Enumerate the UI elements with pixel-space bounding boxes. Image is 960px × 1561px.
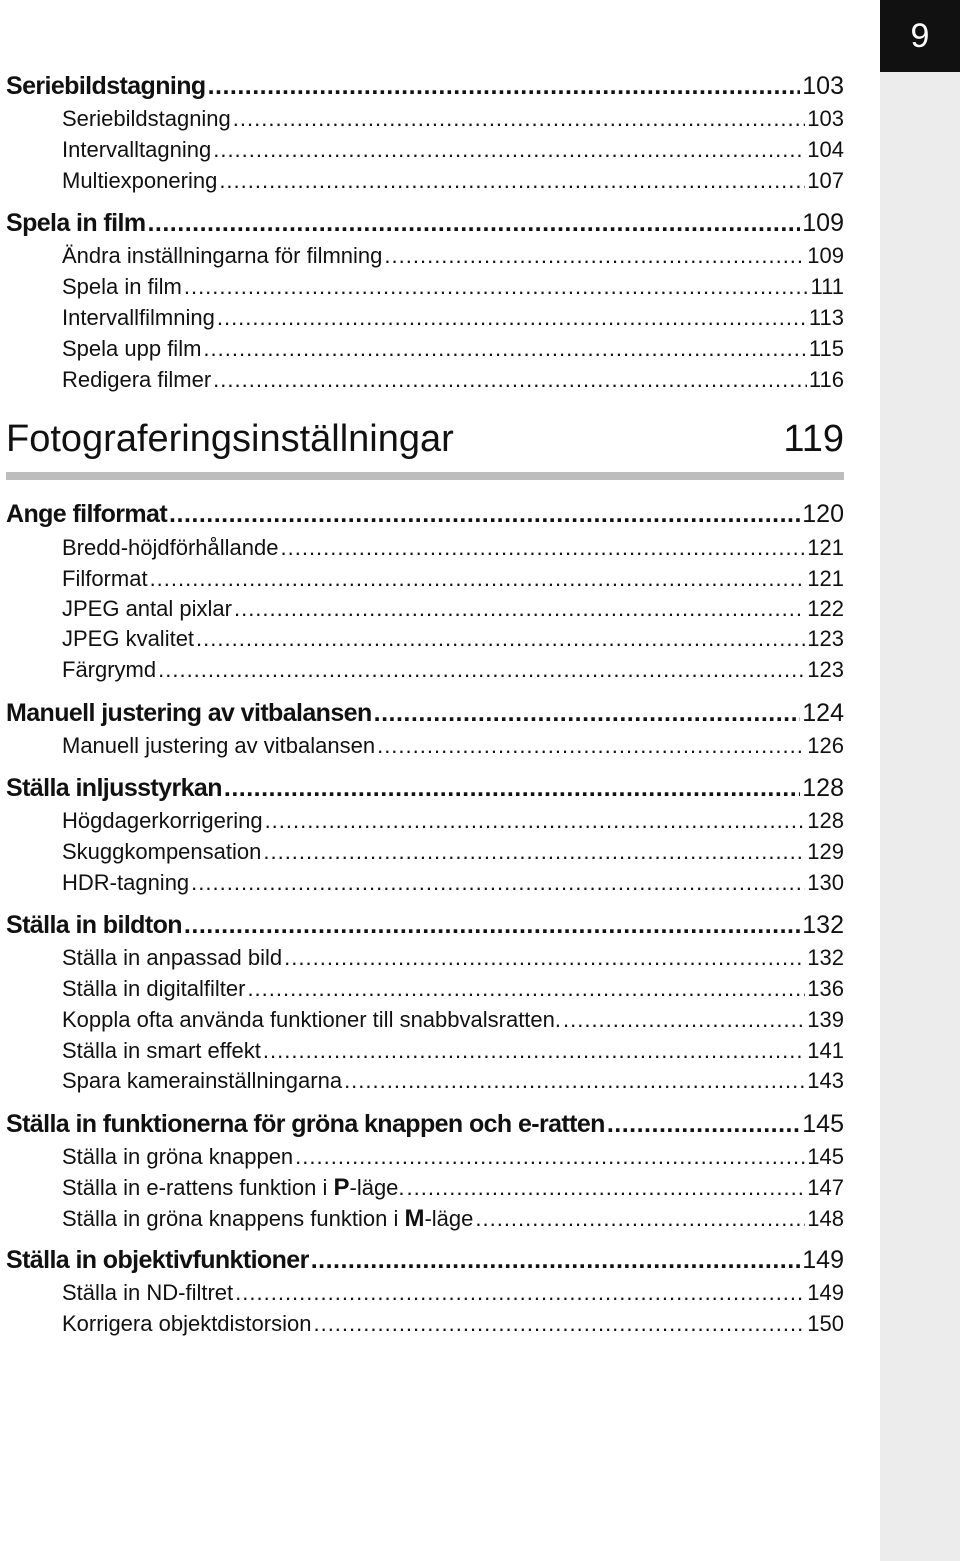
dot-leader	[233, 106, 806, 132]
toc-entry-title: Multiexponering	[62, 168, 218, 193]
toc-entry[interactable]	[6, 1110, 844, 1139]
toc-entry-page: 128	[802, 774, 844, 802]
toc-entry-page: 113	[808, 305, 844, 330]
toc-entry[interactable]	[62, 274, 844, 300]
toc-entry-title: Intervalltagning	[62, 137, 212, 162]
toc-entry-page: 143	[807, 1068, 844, 1093]
toc-entry-title: Manuell justering av vitbalansen	[62, 733, 376, 758]
toc-entry-page: 145	[807, 1144, 844, 1169]
m-mode-icon: M	[404, 1205, 425, 1232]
toc-entry[interactable]	[62, 1007, 844, 1033]
toc-entry[interactable]	[6, 1246, 844, 1275]
toc-entry[interactable]	[62, 1068, 844, 1094]
toc-entry[interactable]	[62, 945, 844, 971]
toc-entry[interactable]	[62, 976, 844, 1002]
toc-entry-title: Manuell justering av vitbalansen	[6, 699, 372, 727]
toc-entry-page: 132	[807, 945, 844, 970]
toc-entry[interactable]	[6, 699, 844, 728]
toc-entry[interactable]	[62, 1280, 844, 1306]
toc-entry[interactable]	[6, 209, 844, 238]
toc-entry[interactable]	[62, 626, 844, 652]
toc-entry-page: 124	[802, 699, 844, 727]
toc-entry-page: 145	[802, 1110, 844, 1138]
toc-entry[interactable]	[62, 870, 844, 896]
toc-entry-title	[62, 1174, 405, 1202]
dot-leader	[150, 566, 806, 592]
toc-entry-text: Ställa in gröna knappens funktion i	[62, 1206, 405, 1231]
dot-leader	[224, 774, 800, 803]
toc-entry-title: Korrigera objektdistorsion	[62, 1311, 312, 1336]
toc-entry-page: 111	[810, 274, 844, 299]
toc-entry[interactable]	[62, 808, 844, 834]
toc-entry-title: Spela upp film	[62, 336, 202, 361]
dot-leader	[235, 1280, 805, 1306]
dot-leader	[191, 870, 805, 896]
toc-entry[interactable]	[62, 367, 844, 393]
toc-entry[interactable]	[62, 168, 844, 194]
toc-entry-title: Spara kamerainställningarna	[62, 1068, 343, 1093]
toc-entry-page: 141	[807, 1038, 844, 1063]
toc-entry-title: JPEG antal pixlar	[62, 596, 232, 621]
side-strip	[880, 0, 960, 1561]
toc-entry-title: Filformat	[62, 566, 148, 591]
toc-entry-title: Koppla ofta använda funktioner till snabbvalsratten.	[62, 1007, 561, 1032]
toc-entry-page: 107	[807, 168, 844, 193]
toc-entry[interactable]	[6, 500, 844, 529]
toc-entry[interactable]	[62, 106, 844, 132]
toc-entry[interactable]	[62, 1311, 844, 1337]
toc-entry-title: Intervallfilmning	[62, 305, 215, 330]
toc-entry-title: JPEG kvalitet	[62, 626, 195, 651]
dot-leader	[475, 1206, 805, 1232]
toc-entry[interactable]	[62, 657, 844, 683]
toc-entry-title: Ställa in ND-filtret	[62, 1280, 234, 1305]
toc-entry-page: 130	[807, 870, 844, 895]
dot-leader	[311, 1246, 801, 1275]
toc-entry-page: 149	[807, 1280, 844, 1305]
dot-leader	[219, 168, 805, 194]
dot-leader	[196, 626, 805, 652]
toc-entry-title: Färgrymd	[62, 657, 157, 682]
dot-leader	[158, 657, 805, 683]
toc-entry-title: Ställa in bildton	[6, 911, 182, 939]
toc-entry-page: 109	[807, 243, 844, 268]
dot-leader	[263, 1038, 805, 1064]
p-mode-icon: P	[333, 1174, 350, 1201]
toc-entry[interactable]	[62, 243, 844, 269]
dot-leader	[563, 1007, 805, 1033]
chapter-divider	[6, 472, 844, 480]
toc-entry-title: Skuggkompensation	[62, 839, 262, 864]
toc-entry-title: Spela in film	[62, 274, 182, 299]
toc-entry-page: 120	[802, 500, 844, 528]
dot-leader	[374, 699, 801, 728]
toc-entry-title: Ställa inljusstyrkan	[6, 774, 222, 802]
toc-entry-title: Ställa in objektivfunktioner	[6, 1246, 309, 1274]
toc-entry[interactable]	[62, 566, 844, 592]
toc-entry-page: 147	[807, 1175, 844, 1200]
dot-leader	[313, 1311, 805, 1337]
chapter-title: Fotograferingsinställningar	[6, 418, 454, 460]
toc-entry-title	[62, 1205, 473, 1233]
dot-leader	[169, 500, 800, 529]
toc-entry-page: 148	[807, 1206, 844, 1231]
toc-entry-page: 136	[807, 976, 844, 1001]
toc-entry-title: Ställa in gröna knappen	[62, 1144, 294, 1169]
toc-entry[interactable]	[6, 774, 844, 803]
toc-entry-suffix: -läge.	[349, 1175, 405, 1200]
dot-leader	[607, 1110, 800, 1139]
toc-entry-page: 121	[807, 535, 844, 560]
toc-entry[interactable]	[62, 305, 844, 331]
toc-entry[interactable]	[6, 911, 844, 940]
toc-entry[interactable]	[62, 535, 844, 561]
toc-entry-title: Ställa in digitalfilter	[62, 976, 246, 1001]
dot-leader	[281, 535, 806, 561]
dot-leader	[344, 1068, 805, 1094]
toc-entry-title: Ställa in smart effekt	[62, 1038, 261, 1063]
dot-leader	[213, 137, 805, 163]
dot-leader	[208, 72, 801, 101]
dot-leader	[213, 367, 807, 393]
toc-entry-page: 149	[802, 1246, 844, 1274]
toc-entry-title: HDR-tagning	[62, 870, 190, 895]
page-number-tab: 9	[880, 0, 960, 72]
toc-entry[interactable]	[62, 1205, 844, 1233]
toc-entry-page: 103	[807, 106, 844, 131]
dot-leader	[263, 839, 805, 865]
dot-leader	[234, 596, 805, 622]
toc-entry-title: Seriebildstagning	[62, 106, 231, 131]
toc-entry[interactable]	[62, 733, 844, 759]
dot-leader	[265, 808, 806, 834]
toc-entry-page: 150	[807, 1311, 844, 1336]
dot-leader	[284, 945, 805, 971]
toc-entry-title: Ställa in funktionerna för gröna knappen och e-ratten	[6, 1110, 605, 1138]
toc-entry-page: 103	[802, 72, 844, 100]
toc-entry-title: Bredd-höjdförhållande	[62, 535, 279, 560]
toc-entry[interactable]	[62, 1144, 844, 1170]
toc-entry-page: 123	[807, 626, 844, 651]
toc-entry-title: Redigera filmer	[62, 367, 212, 392]
toc-entry-page: 104	[807, 137, 844, 162]
dot-leader	[295, 1144, 805, 1170]
dot-leader	[377, 733, 805, 759]
toc-entry-page: 129	[807, 839, 844, 864]
toc-entry-suffix: -läge	[424, 1206, 474, 1231]
chapter-page: 119	[783, 418, 844, 460]
dot-leader	[184, 274, 809, 300]
toc-entry[interactable]	[62, 1174, 844, 1202]
dot-leader	[203, 336, 807, 362]
toc-entry-title: Ställa in anpassad bild	[62, 945, 283, 970]
dot-leader	[184, 911, 800, 940]
toc-entry-page: 139	[807, 1007, 844, 1032]
toc-entry-title: Seriebildstagning	[6, 72, 206, 100]
toc-entry-page: 116	[808, 367, 844, 392]
toc-entry[interactable]	[62, 137, 844, 163]
toc-entry[interactable]	[62, 1038, 844, 1064]
toc-entry-title: Spela in film	[6, 209, 146, 237]
toc-entry-title: Ändra inställningarna för filmning	[62, 243, 383, 268]
toc-entry-page: 109	[802, 209, 844, 237]
toc-entry-page: 115	[808, 336, 844, 361]
toc-entry-page: 121	[807, 566, 844, 591]
toc-entry-title: Högdagerkorrigering	[62, 808, 263, 833]
dot-leader	[384, 243, 805, 269]
dot-leader	[217, 305, 807, 331]
dot-leader	[407, 1175, 806, 1201]
toc-entry-text: Ställa in e-rattens funktion i	[62, 1175, 334, 1200]
toc-entry-page: 123	[807, 657, 844, 682]
toc-entry[interactable]	[62, 336, 844, 362]
dot-leader	[247, 976, 805, 1002]
dot-leader	[147, 209, 800, 238]
toc-entry[interactable]	[62, 596, 844, 622]
toc-entry-page: 128	[807, 808, 844, 833]
chapter-heading[interactable]	[6, 418, 844, 461]
toc-entry-title: Ange filformat	[6, 500, 168, 528]
toc-entry[interactable]	[62, 839, 844, 865]
toc-entry[interactable]	[6, 72, 844, 101]
toc-entry-page: 132	[802, 911, 844, 939]
toc-entry-page: 122	[807, 596, 844, 621]
toc-entry-page: 126	[807, 733, 844, 758]
